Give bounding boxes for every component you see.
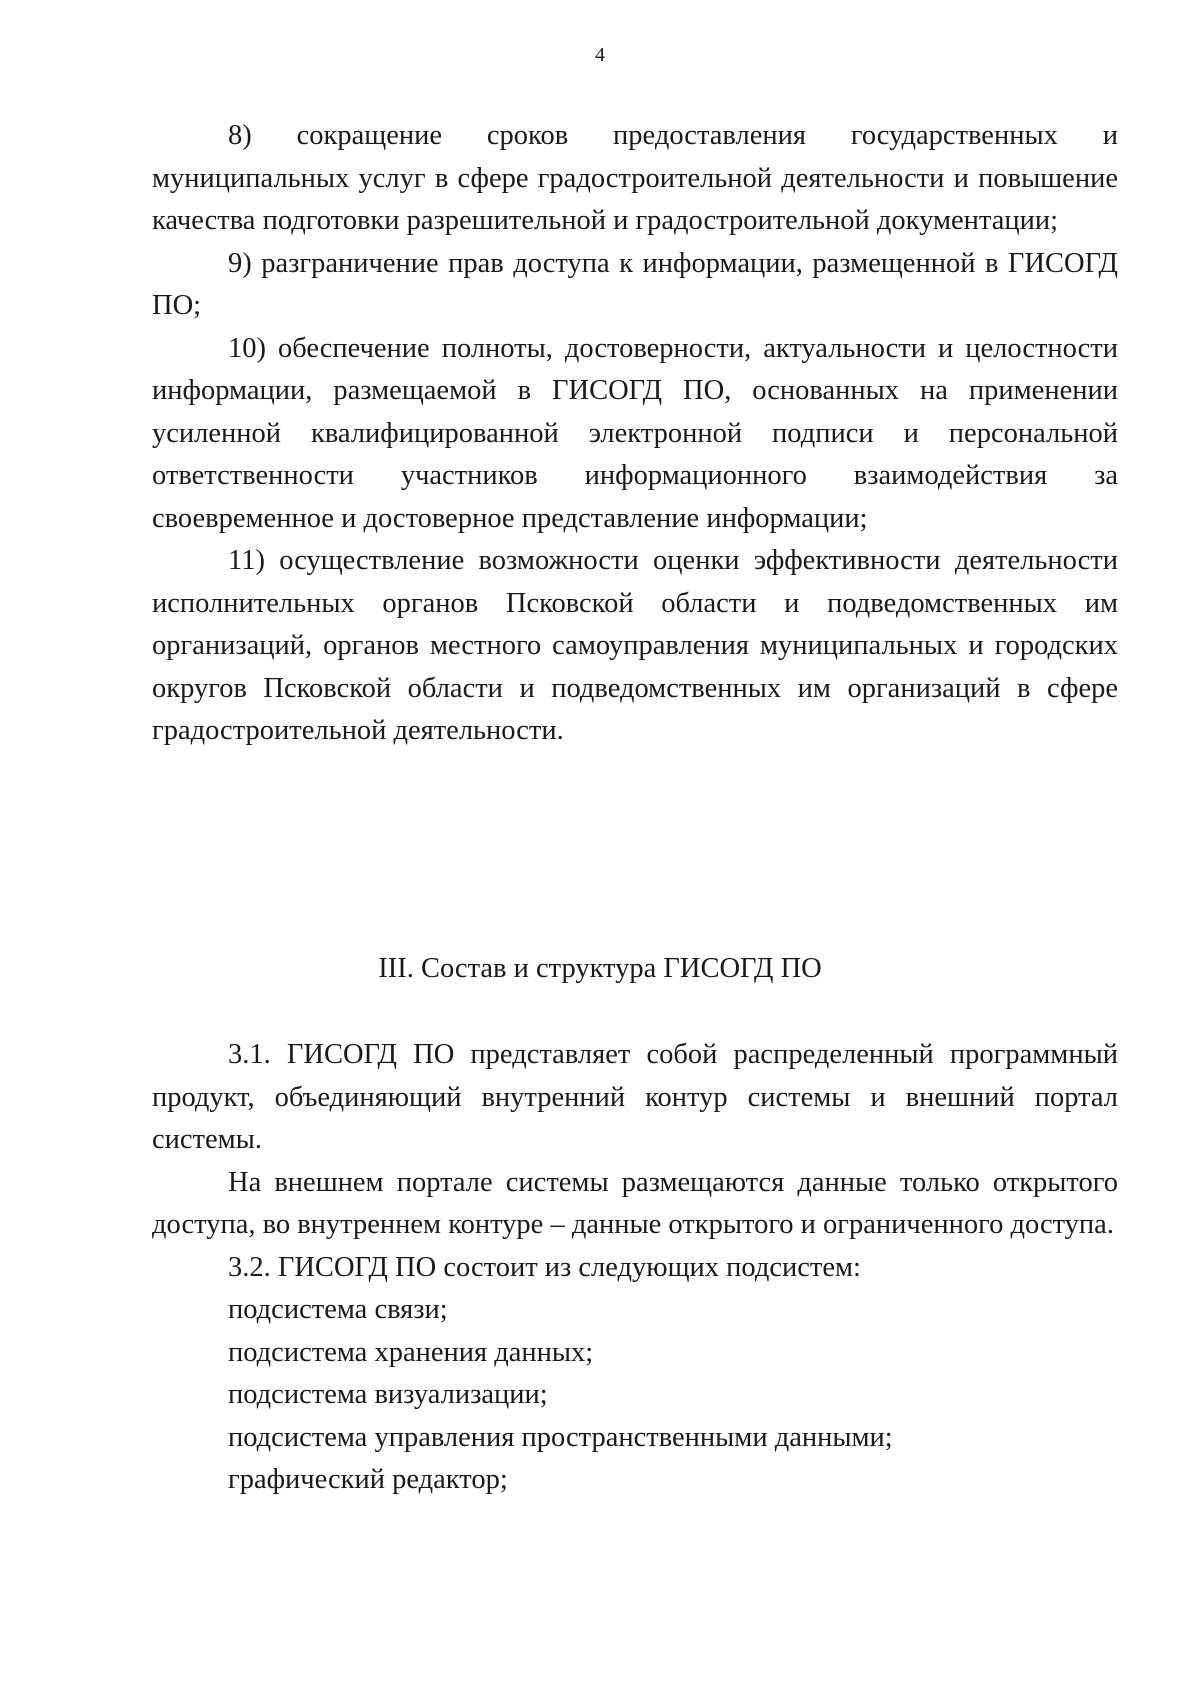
- subsystem-item: подсистема управления пространственными данными;: [228, 1421, 893, 1453]
- subsystem-item: подсистема связи;: [228, 1294, 448, 1325]
- clause-3-1: 3.1. ГИСОГД ПО представляет собой распределенный программный продукт, объединяющий внутренний контур системы и внешний портал системы.: [152, 1039, 1118, 1155]
- subsystem-item: графический редактор;: [228, 1464, 508, 1495]
- section-heading: III. Состав и структура ГИСОГД ПО: [378, 953, 822, 984]
- clause-3-1-portal: На внешнем портале системы размещаются данные только открытого доступа, во внутреннем контуре – данные открытого и ограниченного доступа.: [152, 1166, 1118, 1240]
- page-number: 4: [595, 44, 605, 66]
- section-body: [152, 1034, 1118, 1502]
- objective-item-11: 11) осуществление возможности оценки эффективности деятельности исполнительных органов Псковской области и подведомственных им организаций, органов местного самоуправления муниципальных и городских округов Псковской области и подведомственных им организаций в сфере градостроительной деятельности.: [152, 545, 1118, 746]
- subsystem-item: подсистема визуализации;: [228, 1379, 548, 1410]
- objectives-list: [152, 115, 1118, 753]
- objective-item-8: 8) сокращение сроков предоставления государственных и муниципальных услуг в сфере градостроительной деятельности и повышение качества подготовки разрешительной и градостроительной документации;: [152, 120, 1118, 236]
- objective-item-9: 9) разграничение прав доступа к информации, размещенной в ГИСОГД ПО;: [152, 247, 1118, 321]
- subsystem-item: подсистема хранения данных;: [228, 1336, 594, 1368]
- objective-item-10: 10) обеспечение полноты, достоверности, актуальности и целостности информации, размещаемой в ГИСОГД ПО, основанных на применении усиленной квалифицированной электронной подписи и персональной ответственности участников информационного взаимодействия за своевременное и достоверное представление информации;: [152, 332, 1118, 534]
- clause-3-2-intro: 3.2. ГИСОГД ПО состоит из следующих подсистем:: [228, 1251, 861, 1283]
